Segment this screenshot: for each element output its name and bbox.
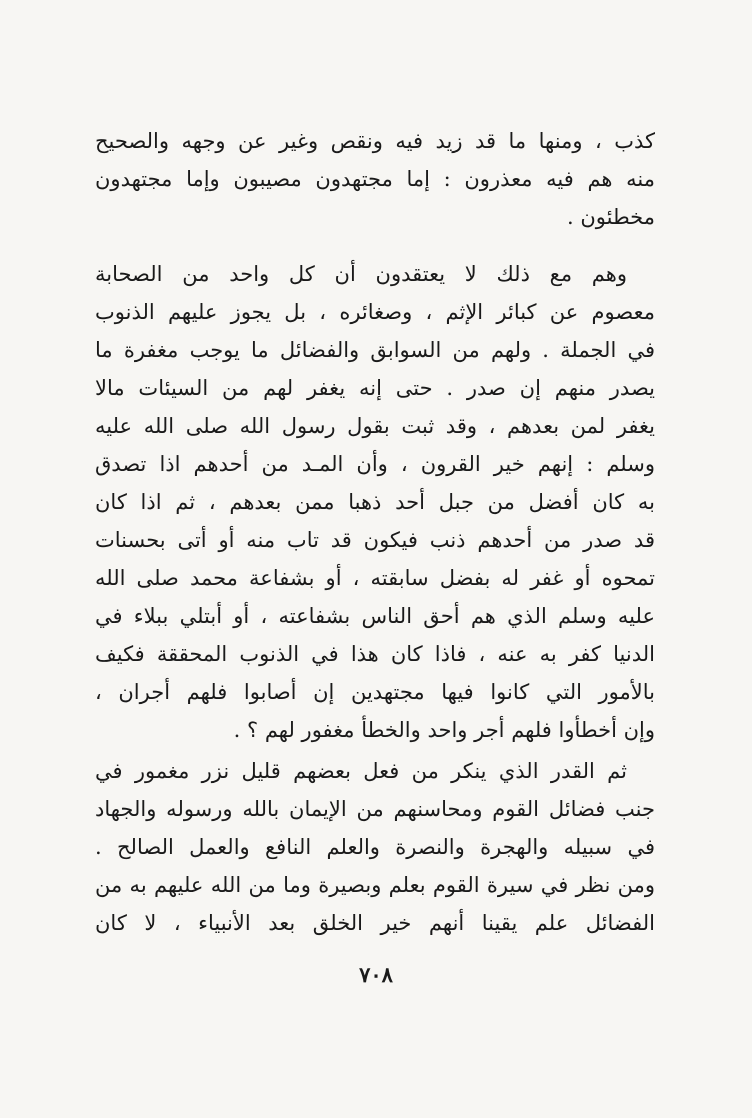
paragraph-1	[95, 122, 655, 236]
text-line: جنب فضائل القوم ومحاسنهم من الإيمان بالله ورسوله والجهاد	[95, 797, 655, 821]
text-line: يصدر منهم إن صدر . حتى إنه يغفر لهم من السيئات مالا	[95, 376, 655, 400]
text-line: وهم مع ذلك لا يعتقدون أن كل واحد من الصحابة	[95, 262, 627, 286]
text-line: ثم القدر الذي ينكر من فعل بعضهم قليل نزر مغمور في	[95, 759, 627, 783]
text-line: يغفر لمن بعدهم ، وقد ثبت بقول رسول الله صلى الله عليه	[95, 414, 655, 438]
text-line: في سبيله والهجرة والنصرة والعلم النافع والعمل الصالح .	[95, 835, 655, 859]
text-line: في الجملة . ولهم من السوابق والفضائل ما يوجب مغفرة ما	[95, 338, 655, 362]
text-line: به كان أفضل من جبل أحد ذهبا ممن بعدهم ، ثم اذا كان	[95, 490, 655, 514]
text-line: عليه وسلم الذي هم أحق الناس بشفاعته ، أو أبتلي ببلاء في	[95, 604, 655, 628]
text-line: بالأمور التي كانوا فيها مجتهدين إن أصابوا فلهم أجران ،	[95, 680, 655, 704]
text-line: منه هم فيه معذرون : إما مجتهدون مصيبون وإما مجتهدون	[95, 167, 655, 191]
text-line: وسلم : إنهم خير القرون ، وأن المـد من أحدهم اذا تصدق	[95, 452, 655, 476]
text-line: معصوم عن كبائر الإثم ، وصغائره ، بل يجوز عليهم الذنوب	[95, 300, 655, 324]
page-number: ٧٠٨	[359, 962, 393, 987]
text-line: مخطئون .	[567, 205, 655, 229]
text-line: الفضائل علم يقينا أنهم خير الخلق بعد الأنبياء ، لا كان	[95, 911, 655, 935]
text-line: الدنيا كفر به عنه ، فاذا كان هذا في الذنوب المحققة فكيف	[95, 642, 655, 666]
paragraph-3	[95, 752, 655, 942]
text-line: ومن نظر في سيرة القوم بعلم وبصيرة وما من الله عليهم به من	[95, 873, 655, 897]
text-line: تمحوه أو غفر له بفضل سابقته ، أو بشفاعة محمد صلى الله	[95, 566, 655, 590]
text-line: وإن أخطأوا فلهم أجر واحد والخطأ مغفور لهم ؟ .	[233, 718, 655, 742]
text-line: كذب ، ومنها ما قد زيد فيه ونقص وغير عن وجهه والصحيح	[95, 129, 655, 153]
text-line: قد صدر من أحدهم ذنب فيكون قد تاب منه أو أتى بحسنات	[95, 528, 655, 552]
paragraph-2	[95, 255, 655, 749]
